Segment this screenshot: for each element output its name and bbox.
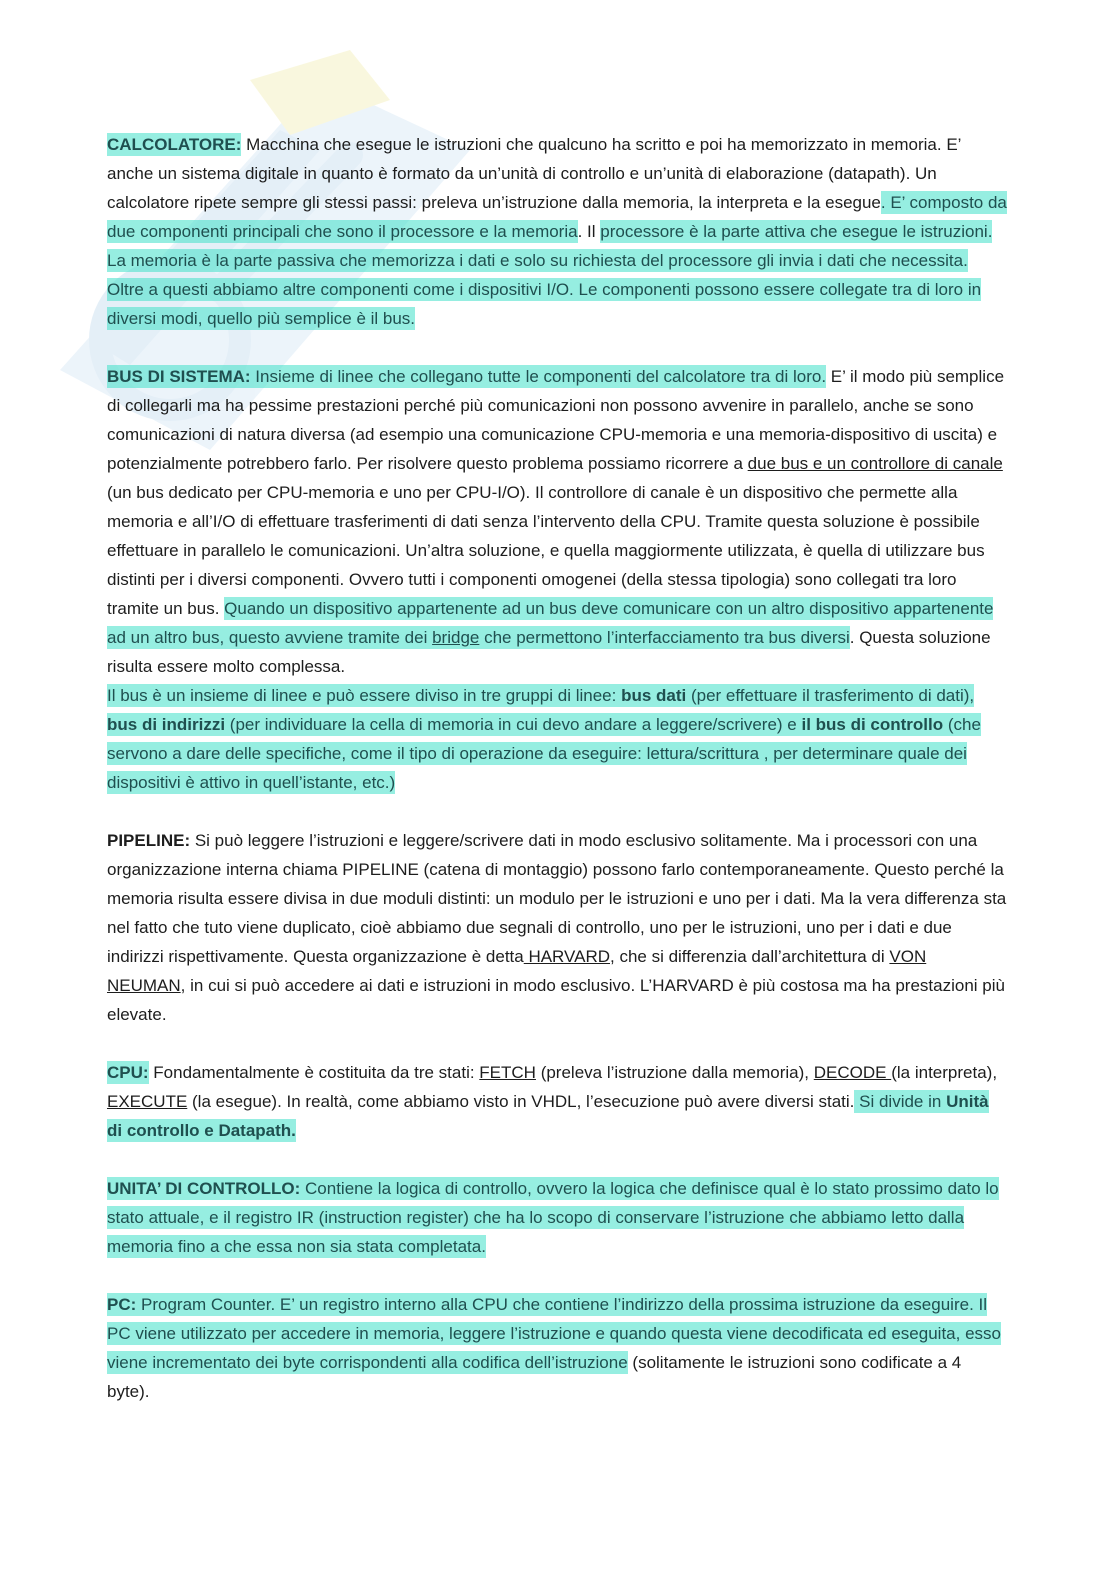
highlighted-text: Contiene la logica di controllo, ovvero la logica che definisce qual è lo stato prossimo dato lo stato attuale, e il registro IR (instruction register) che ha lo scopo di conservare l’istruzione che abbiamo letto dalla memoria fino a che essa non sia stata completata. bbox=[107, 1179, 999, 1256]
document-body bbox=[107, 130, 1007, 1435]
text-segment: . Questa soluzione risulta essere molto complessa. bbox=[107, 628, 991, 676]
bold-term: Unità di controllo e Datapath. bbox=[107, 1092, 989, 1140]
underlined-text: FETCH bbox=[479, 1063, 536, 1082]
text-segment: (la interpreta), bbox=[891, 1063, 998, 1082]
highlighted-text: Quando un dispositivo appartenente ad un bus deve comunicare con un altro dispositivo appartenente ad un altro bus, questo avviene tramite dei bbox=[107, 599, 994, 647]
term-cpu: CPU: bbox=[107, 1063, 149, 1082]
term-bus-di-sistema: BUS DI SISTEMA: bbox=[107, 367, 251, 386]
underlined-text: bridge bbox=[432, 628, 480, 647]
paragraph-pc bbox=[107, 1290, 1007, 1406]
highlighted-text: Program Counter. E’ un registro interno alla CPU che contiene l’indirizzo della prossima istruzione da eseguire. Il PC viene utilizzato per accedere in memoria, leggere l’istruzione e quando questa viene decodificata ed eseguita, esso viene incrementato dei byte corrispondenti alla codifica dell’istruzione bbox=[107, 1295, 1001, 1372]
text-segment: (la esegue). In realtà, come abbiamo visto in VHDL, l’esecuzione può avere diversi stati. bbox=[187, 1092, 855, 1111]
text-segment: (solitamente le istruzioni sono codificate a 4 byte). bbox=[107, 1353, 962, 1401]
text-segment: (un bus dedicato per CPU-memoria e uno per CPU-I/O). Il controllore di canale è un dispositivo che permette alla memoria e all’I/O di effettuare trasferimenti di dati senza l’intervento della CPU. Tramite questa soluzione è possibile effettuare in parallelo le comunicazioni. Un’altra soluzione, e quella maggiormente utilizzata, è quella di utilizzare bus distinti per i diversi componenti. Ovvero tutti i componenti omogenei (della stessa tipologia) sono collegati tra loro tramite un bus. bbox=[107, 483, 985, 618]
paragraph-unita-controllo bbox=[107, 1174, 1007, 1261]
underlined-text: VON NEUMAN bbox=[107, 947, 927, 995]
underlined-text: DECODE bbox=[813, 1063, 892, 1082]
paragraph-pipeline bbox=[107, 826, 1007, 1029]
underlined-text: HARVARD bbox=[523, 947, 610, 966]
text-segment: , che si differenzia dall’architettura di bbox=[610, 947, 890, 966]
term-unita-di-controllo: UNITA’ DI CONTROLLO: bbox=[107, 1179, 301, 1198]
highlighted-text: Il bus è un insieme di linee e può essere diviso in tre gruppi di linee: bbox=[107, 686, 622, 705]
term-calcolatore: CALCOLATORE: bbox=[107, 135, 242, 154]
underlined-text: due bus e un controllore di canale bbox=[747, 454, 1003, 473]
bold-term: bus di indirizzi bbox=[107, 715, 226, 734]
highlighted-text: (per effettuare il trasferimento di dati), bbox=[686, 686, 975, 705]
underlined-text: EXECUTE bbox=[107, 1092, 188, 1111]
highlighted-text: (che servono a dare delle specifiche, come il tipo di operazione da eseguire: lettura/scrittura , per determinare quale dei dispositivi è attivo in quell’istante, etc.) bbox=[107, 715, 981, 792]
highlighted-text: che permettono l’interfacciamento tra bus diversi bbox=[479, 628, 850, 647]
highlighted-text: Insieme di linee che collegano tutte le componenti del calcolatore tra di loro. bbox=[250, 367, 827, 386]
paragraph-calcolatore bbox=[107, 130, 1007, 333]
term-pipeline: PIPELINE: bbox=[107, 831, 191, 850]
text-segment: Fondamentalmente è costituita da tre stati: bbox=[148, 1063, 480, 1082]
bold-term: il bus di controllo bbox=[801, 715, 944, 734]
text-segment: E’ il modo più semplice di collegarli ma ha pessime prestazioni perché più comunicazioni non possono avvenire in parallelo, anche se sono comunicazioni di natura diversa (ad esempio una comunicazione CPU-memoria e una memoria-dispositivo di uscita) e potenzialmente potrebbero farlo. Per risolvere questo problema possiamo ricorrere a bbox=[107, 367, 1005, 473]
bold-term: bus dati bbox=[621, 686, 687, 705]
text-segment: Macchina che esegue le istruzioni che qualcuno ha scritto e poi ha memorizzato in memoria. E’ anche un sistema digitale in quanto è formato da un’unità di controllo e un’unità di elaborazione (datapath). Un calcolatore ripete sempre gli stessi passi: preleva un’istruzione dalla memoria, la interpreta e la esegue bbox=[107, 135, 961, 212]
text-segment: , in cui si può accedere ai dati e istruzioni in modo esclusivo. L’HARVARD è più costosa ma ha prestazioni più elevate. bbox=[107, 976, 1005, 1024]
highlighted-text: processore è la parte attiva che esegue le istruzioni. La memoria è la parte passiva che memorizza i dati e solo su richiesta del processore gli invia i dati che necessita. Oltre a questi abbiamo altre componenti come i dispositivi I/O. Le componenti possono essere collegate tra di loro in diversi modi, quello più semplice è il bus. bbox=[107, 222, 993, 328]
highlighted-text: (per individuare la cella di memoria in cui devo andare a leggere/scrivere) e bbox=[225, 715, 802, 734]
highlighted-text: Si divide in bbox=[854, 1092, 947, 1111]
text-segment: Si può leggere l’istruzioni e leggere/scrivere dati in modo esclusivo solitamente. Ma i processori con una organizzazione interna chiama PIPELINE (catena di montaggio) possono farlo contemporaneamente. Questo perché la memoria risulta essere divisa in due moduli distinti: un modulo per le istruzioni e uno per i dati. Ma la vera differenza sta nel fatto che tuto viene duplicato, cioè abbiamo due segnali di controllo, uno per le istruzioni, uno per i dati e due indirizzi rispettivamente. Questa organizzazione è detta bbox=[107, 831, 1007, 966]
paragraph-cpu bbox=[107, 1058, 1007, 1145]
term-pc: PC: bbox=[107, 1295, 137, 1314]
paragraph-bus-sistema bbox=[107, 362, 1007, 797]
highlighted-text: . E’ composto da due componenti principali che sono il processore e la memoria bbox=[107, 193, 1007, 241]
text-segment: . Il bbox=[577, 222, 601, 241]
text-segment: (preleva l’istruzione dalla memoria), bbox=[535, 1063, 814, 1082]
